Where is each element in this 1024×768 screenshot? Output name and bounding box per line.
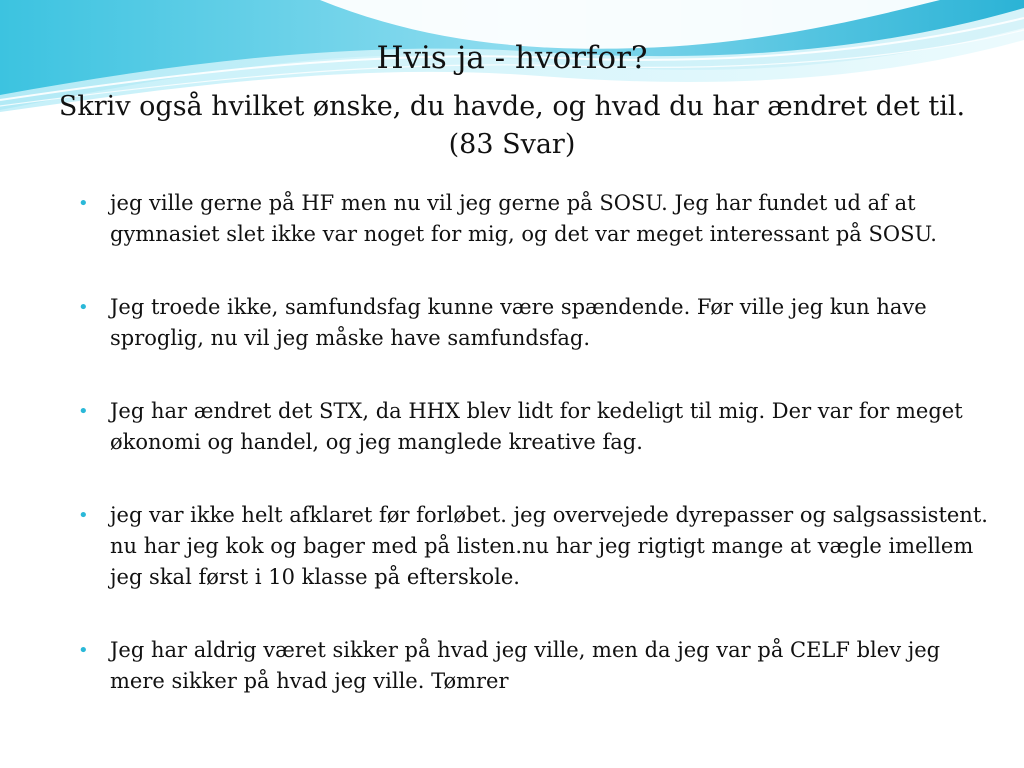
- answer-text: Jeg troede ikke, samfundsfag kunne være spændende. Før ville jeg kun have sproglig, nu vil jeg måske have samfundsfag.: [110, 295, 927, 350]
- answer-text: jeg var ikke helt afklaret før forløbet. jeg overvejede dyrepasser og salgsassistent. nu har jeg kok og bager med på listen.nu har jeg rigtigt mange at vægle imellem jeg skal først i 10 klasse på efterskole.: [110, 503, 988, 589]
- slide-title: Hvis ja - hvorfor?: [376, 40, 648, 76]
- bullet-icon: •: [78, 401, 89, 422]
- answer-item: [78, 188, 994, 250]
- answer-item: [78, 396, 994, 458]
- slide-subtitle: [0, 88, 1024, 164]
- answer-item: [78, 635, 994, 697]
- bullet-icon: •: [78, 505, 89, 526]
- subtitle-answer-count: (83 Svar): [448, 129, 576, 160]
- answer-item: [78, 500, 994, 593]
- bullet-icon: •: [78, 640, 89, 661]
- answer-text: Jeg har aldrig været sikker på hvad jeg ville, men da jeg var på CELF blev jeg mere sikker på hvad jeg ville. Tømrer: [110, 638, 941, 693]
- subtitle-question: Skriv også hvilket ønske, du havde, og hvad du har ændret det til.: [58, 91, 966, 122]
- answer-item: [78, 292, 994, 354]
- answer-list: [78, 188, 994, 739]
- bullet-icon: •: [78, 297, 89, 318]
- bullet-icon: •: [78, 193, 89, 214]
- answer-text: Jeg har ændret det STX, da HHX blev lidt for kedeligt til mig. Der var for meget økonomi og handel, og jeg manglede kreative fag.: [110, 399, 963, 454]
- answer-text: jeg ville gerne på HF men nu vil jeg gerne på SOSU. Jeg har fundet ud af at gymnasiet slet ikke var noget for mig, og det var meget interessant på SOSU.: [110, 191, 937, 246]
